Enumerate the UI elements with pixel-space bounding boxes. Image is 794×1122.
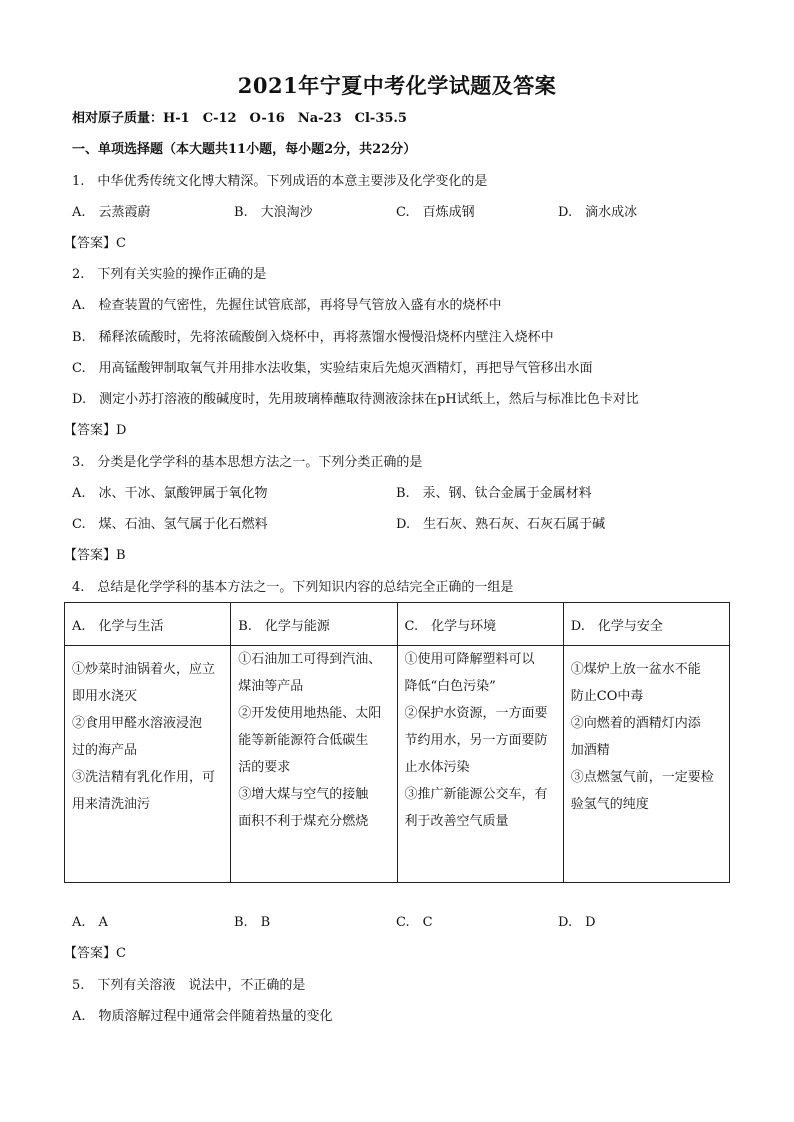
question-4-option-d: D. D [558,915,596,930]
question-3-option-d: D. 生石灰、熟石灰、石灰石属于碱 [396,517,606,532]
table-header-b: B. 化学与能源 [231,603,397,646]
question-4-option-b: B. B [234,915,271,930]
question-5-option-a: A. 物质溶解过程中通常会伴随着热量的变化 [72,1009,333,1024]
cell-line: 加酒精 [570,743,610,758]
table-header-c: C. 化学与环境 [397,603,563,646]
cell-line: 煤油等产品 [238,679,304,694]
question-2-stem: 2. 下列有关实验的操作正确的是 [72,267,267,282]
question-4-stem: 4. 总结是化学学科的基本方法之一。下列知识内容的总结完全正确的一组是 [72,580,514,595]
question-3-option-c: C. 煤、石油、氢气属于化石燃料 [72,517,268,532]
question-2-option-d: D. 测定小苏打溶液的酸碱度时，先用玻璃棒蘸取待测液涂抹在pH试纸上，然后与标准比色卡对比 [72,392,639,407]
cell-line: 降低“白色污染” [404,679,496,694]
table-header-d: D. 化学与安全 [563,603,729,646]
page-title: 2021年宁夏中考化学试题及答案 [237,73,557,98]
question-4-option-a: A. A [72,915,108,930]
cell-line: 防止CO中毒 [570,689,644,704]
cell-line: 即用水浇灭 [72,689,138,704]
table-header-row [65,603,730,646]
table-cell-c [397,646,563,883]
table-header-a: A. 化学与生活 [65,603,231,646]
atomic-mass-line: 相对原子质量：H-1 C-12 O-16 Na-23 Cl-35.5 [72,111,407,126]
question-3-answer: 【答案】B [64,548,126,563]
question-3-option-b: B. 汞、钢、钛合金属于金属材料 [396,486,592,501]
cell-line: 节约用水，另一方面要防 [404,733,548,748]
question-3-option-a: A. 冰、干冰、氯酸钾属于氧化物 [72,486,268,501]
question-2-option-c: C. 用高锰酸钾制取氧气并用排水法收集，实验结束后先熄灭酒精灯，再把导气管移出水面 [72,361,593,376]
question-4-table [64,602,730,883]
question-1-option-a: A. 云蒸霞蔚 [72,205,151,220]
question-1-option-d: D. 滴水成冰 [558,205,638,220]
cell-line: ①使用可降解塑料可以 [404,652,535,667]
question-2-option-b: B. 稀释浓硫酸时，先将浓硫酸倒入烧杯中，再将蒸馏水慢慢沿烧杯内壁注入烧杯中 [72,330,554,345]
cell-line: 面积不利于煤充分燃烧 [238,814,369,829]
cell-line: 活的要求 [238,760,291,775]
question-1-option-b: B. 大浪淘沙 [234,205,313,220]
cell-line: ③洗洁精有乳化作用，可 [72,770,216,785]
question-4-answer: 【答案】C [64,946,126,961]
cell-line: 能等新能源符合低碳生 [238,733,369,748]
cell-line: ①煤炉上放一盆水不能 [570,662,701,677]
question-2-answer: 【答案】D [64,423,127,438]
cell-line: ③增大煤与空气的接触 [238,787,369,802]
cell-line: ②保护水资源，一方面要 [404,706,548,721]
table-cell-d [563,646,729,883]
cell-line: ③点燃氢气前，一定要检 [570,770,714,785]
cell-line: 利于改善空气质量 [404,814,509,829]
table-cell-b [231,646,397,883]
question-2-option-a: A. 检查装置的气密性，先握住试管底部，再将导气管放入盛有水的烧杯中 [72,298,502,313]
table-cell-a [65,646,231,883]
cell-line: ②向燃着的酒精灯内添 [570,716,701,731]
cell-line: ③推广新能源公交车，有 [404,787,548,802]
question-1-option-c: C. 百炼成钢 [396,205,475,220]
cell-line: 用来清洗油污 [72,797,151,812]
cell-line: 止水体污染 [404,760,470,775]
question-3-stem: 3. 分类是化学学科的基本思想方法之一。下列分类正确的是 [72,455,423,470]
question-5-stem: 5. 下列有关溶液 说法中，不正确的是 [72,978,306,993]
question-1-stem: 1. 中华优秀传统文化博大精深。下列成语的本意主要涉及化学变化的是 [72,174,488,189]
section-heading: 一、单项选择题（本大题共11小题，每小题2分，共22分） [72,142,417,157]
table-body-row [65,646,730,883]
cell-line: ②食用甲醛水溶液浸泡 [72,716,203,731]
cell-line: ①炒菜时油锅着火，应立 [72,662,216,677]
cell-line: ①石油加工可得到汽油、 [238,652,382,667]
question-4-option-c: C. C [396,915,433,930]
question-1-answer: 【答案】C [64,236,126,251]
cell-line: 过的海产品 [72,743,138,758]
cell-line: ②开发使用地热能、太阳 [238,706,382,721]
cell-line: 验氢气的纯度 [570,797,649,812]
